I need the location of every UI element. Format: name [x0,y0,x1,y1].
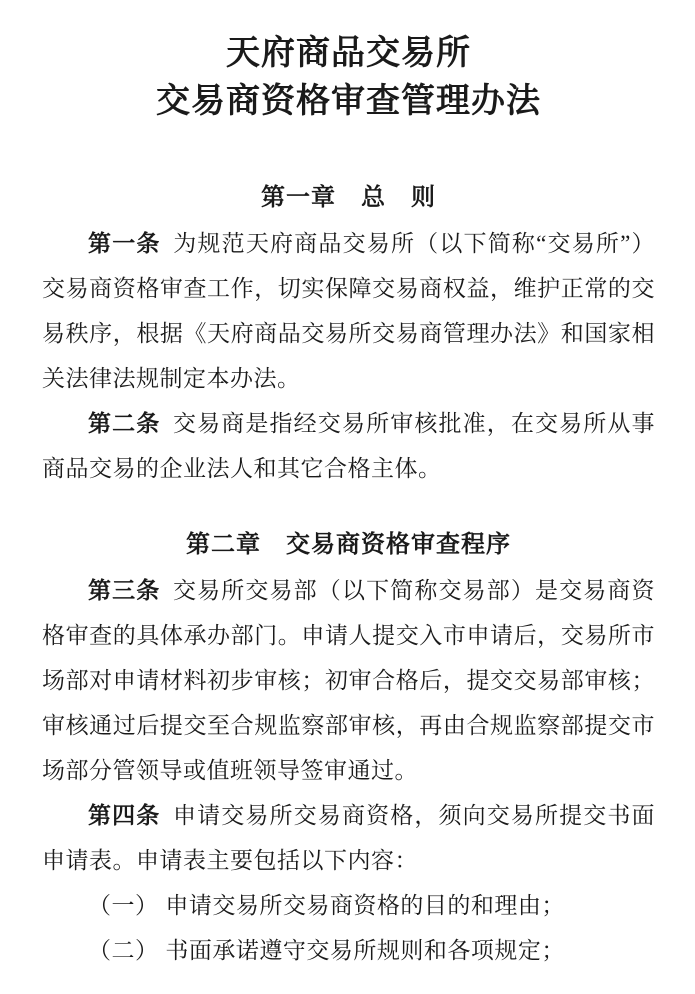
article4-label: 第四条 [88,803,161,828]
list-item-1 [42,883,655,928]
list-item-2 [42,928,655,973]
list-item-2-text: 书面承诺遵守交易所规则和各项规定； [165,938,565,963]
list-item-1-label: （一） [88,893,159,918]
article1-paragraph [42,221,655,401]
article3-label: 第三条 [88,578,161,603]
document-title [42,30,655,126]
chapter2-heading: 第二章 交易商资格审查程序 [186,532,511,558]
article3-text: 交易所交易部（以下简称交易部）是交易商资格审查的具体承办部门。申请人提交入市申请后，交易所市场部对申请材料初步审核；初审合格后，提交交易部审核；审核通过后提交至合规监察部审核，再由合规监察部提交市场部分管领导或值班领导签审通过。 [42,578,656,783]
article1-text: 为规范天府商品交易所（以下简称“交易所”）交易商资格审查工作，切实保障交易商权益，维护正常的交易秩序，根据《天府商品交易所交易商管理办法》和国家相关法律法规制定本办法。 [42,231,656,391]
article2-paragraph [42,401,655,491]
article3-paragraph [42,568,655,793]
article2-text: 交易商是指经交易所审核批准，在交易所从事商品交易的企业法人和其它合格主体。 [42,411,656,481]
article1-label: 第一条 [88,231,161,256]
document-page [0,30,695,994]
list-item-1-text: 申请交易所交易商资格的目的和理由； [165,893,565,918]
article4-text: 申请交易所交易商资格，须向交易所提交书面申请表。申请表主要包括以下内容： [42,803,656,873]
article2-label: 第二条 [88,411,161,436]
chapter1-heading: 第一章 总 则 [261,185,436,211]
document-title-line1: 天府商品交易所 [226,35,471,72]
list-item-2-label: （二） [88,938,159,963]
document-title-line2: 交易商资格审查管理办法 [156,83,541,120]
article4-paragraph [42,793,655,883]
